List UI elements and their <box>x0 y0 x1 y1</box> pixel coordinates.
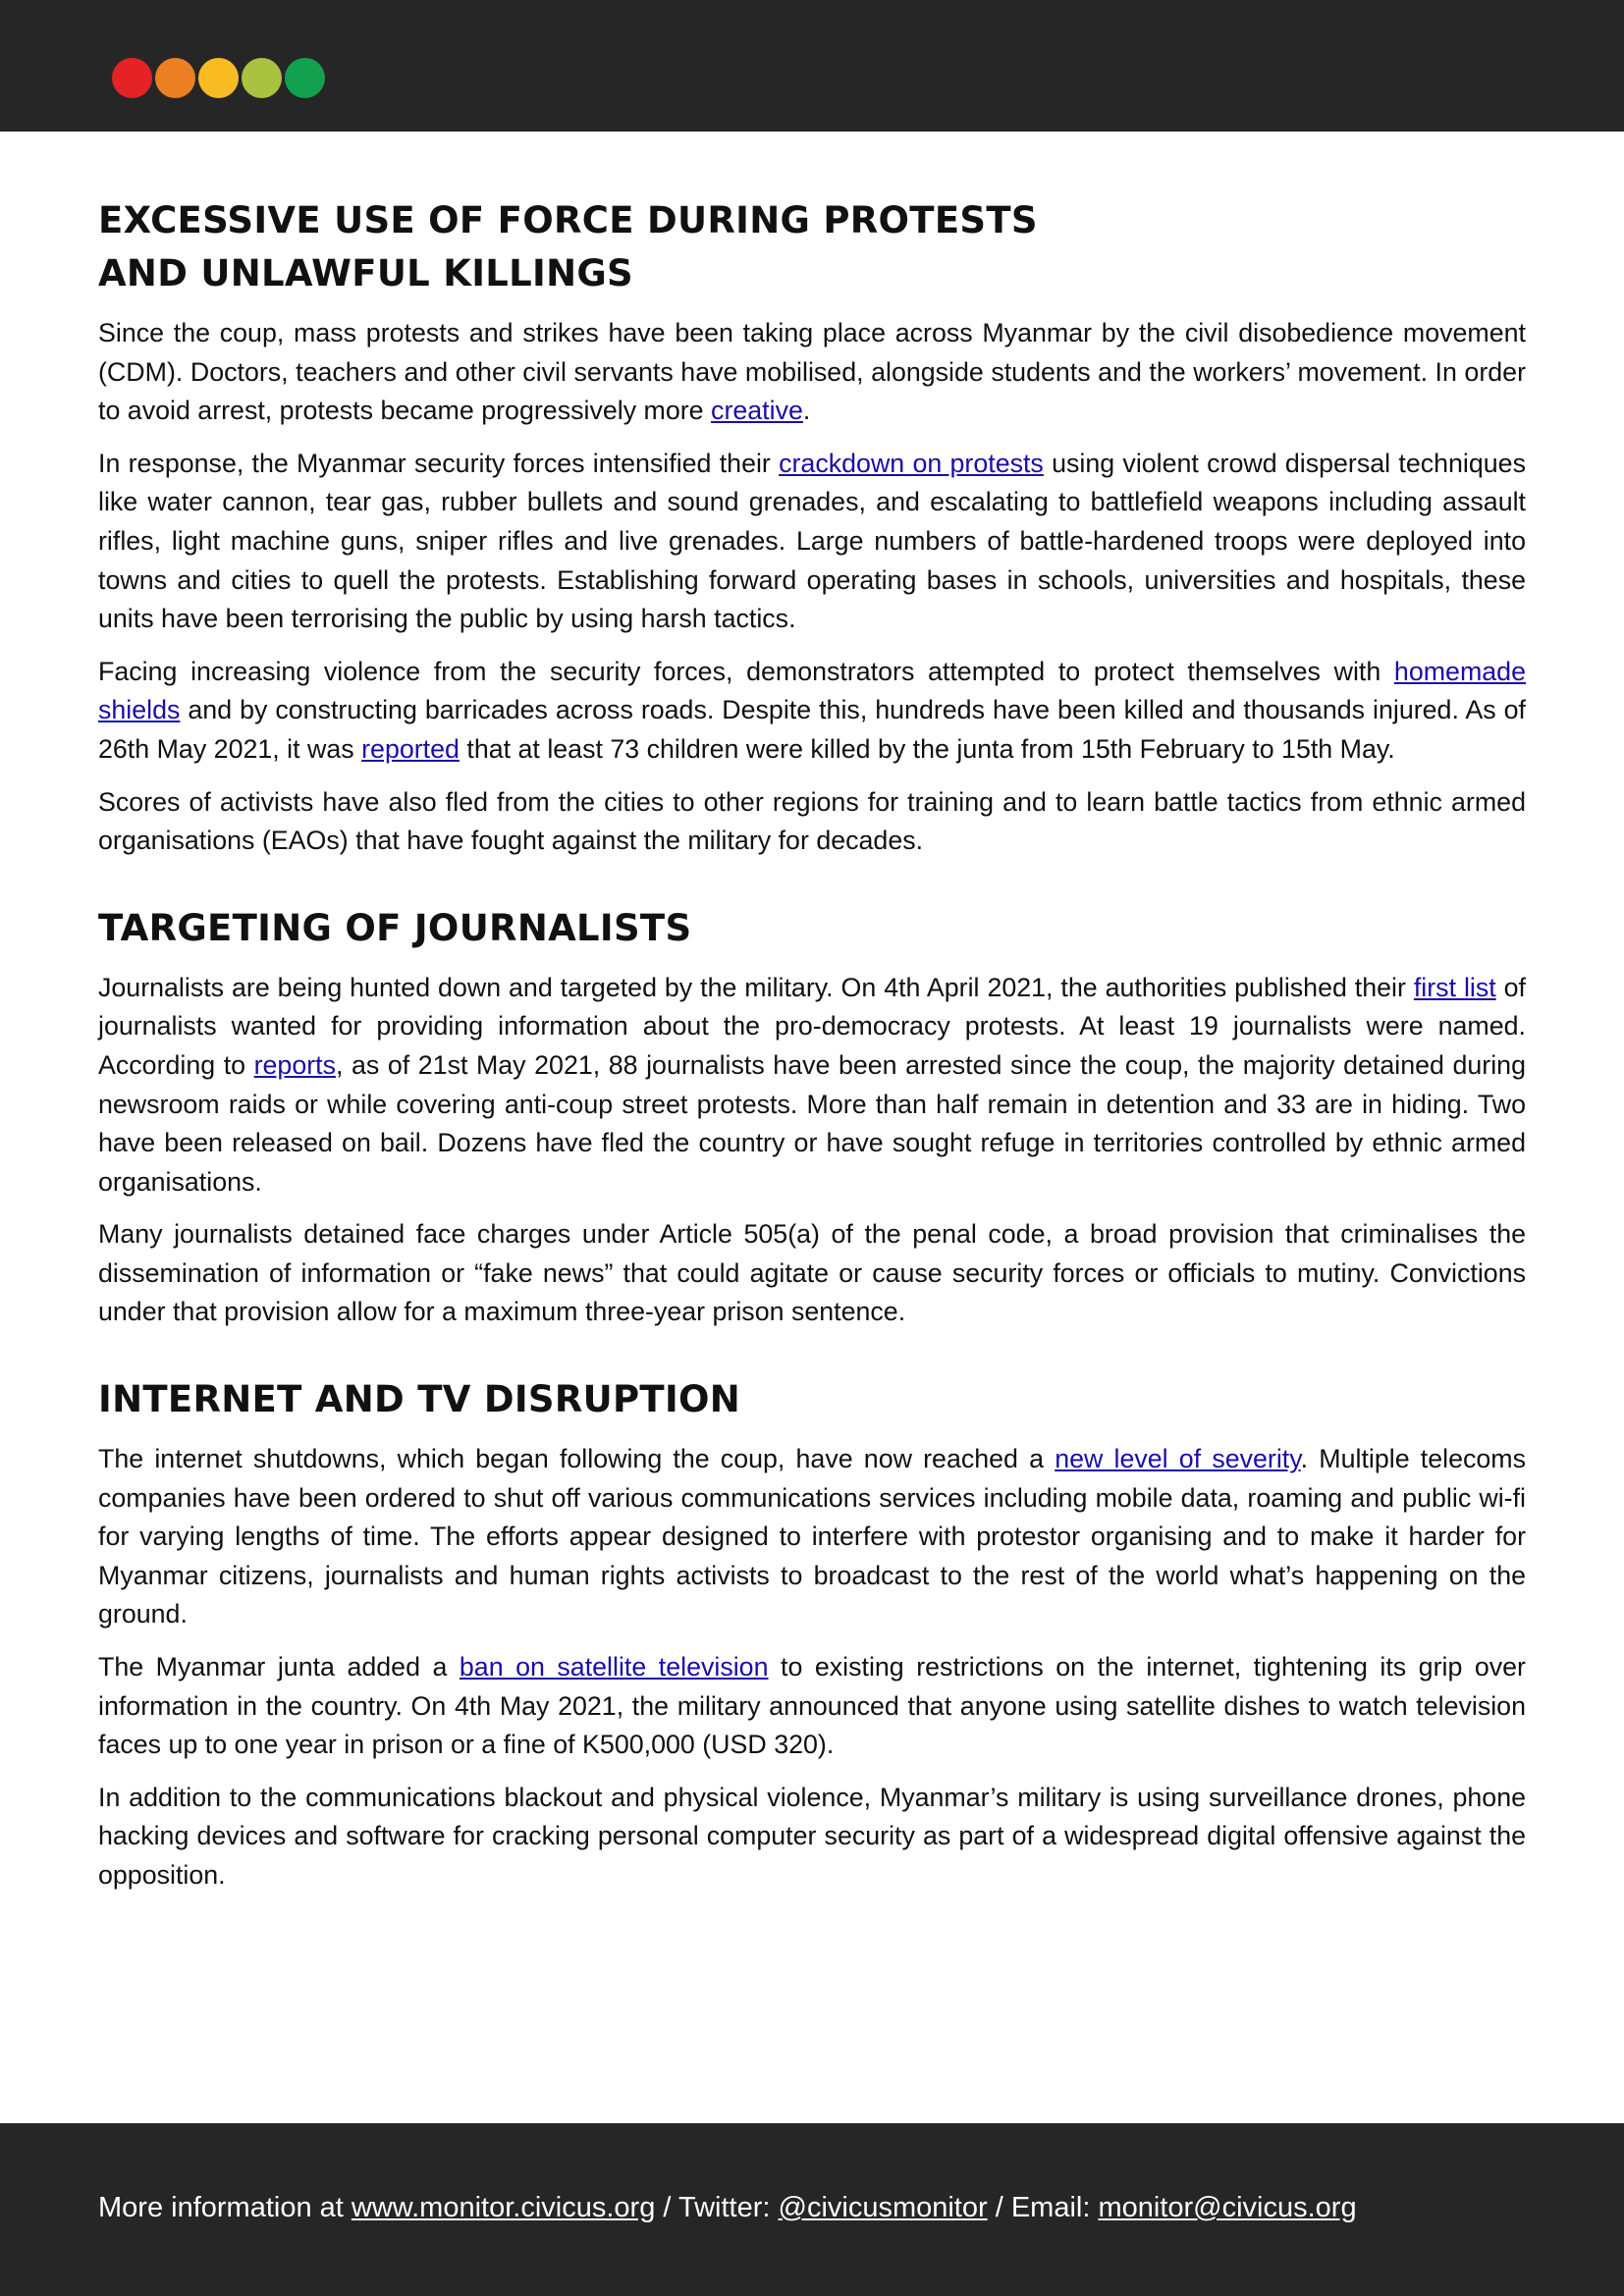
paragraph: Facing increasing violence from the security forces, demonstrators attempted to protect themselves with homemade shields and by constructing barricades across roads. Despite this, hundreds have been killed and thousands injured. As of 26th May 2021, it was reported that at least 73 children were killed by the junta from 15th February to 15th May. <box>98 656 1526 764</box>
paragraph: Many journalists detained face charges under Article 505(a) of the penal code, a broad provision that criminalises the dissemination of information or “fake news” that could agitate or cause security forces or officials to mutiny. Convictions under that provision allow for a maximum three-year prison sentence. <box>98 1219 1526 1327</box>
paragraph: In addition to the communications blackout and physical violence, Myanmar’s military is using surveillance drones, phone hacking devices and software for cracking personal computer security as part of a widespread digital offensive against the opposition. <box>98 1782 1526 1890</box>
link-ban-on-satellite-television[interactable]: ban on satellite television <box>459 1652 769 1682</box>
section-heading-internet: INTERNET AND TV DISRUPTION <box>98 1378 741 1421</box>
website-link[interactable]: www.monitor.civicus.org <box>351 2192 656 2223</box>
section-heading-journalists: TARGETING OF JOURNALISTS <box>98 906 692 949</box>
link-homemade-shields[interactable]: homemade shields <box>98 656 1526 725</box>
yellow-dot-icon <box>198 58 239 98</box>
twitter-link[interactable]: @civicusmonitor <box>778 2192 988 2223</box>
footer-bar <box>0 2123 1624 2296</box>
link-reports[interactable]: reports <box>253 1049 337 1080</box>
paragraph: The Myanmar junta added a ban on satellite television to existing restrictions on the internet, tightening its grip over information in the country. On 4th May 2021, the military announced that anyone using satellite dishes to watch television faces up to one year in prison or a fine of K500,000 (USD 320). <box>98 1652 1526 1760</box>
light-green-dot-icon <box>242 58 282 98</box>
green-dot-icon <box>285 58 325 98</box>
document-body <box>98 194 1526 1896</box>
paragraph: Since the coup, mass protests and strikes have been taking place across Myanmar by the civil disobedience movement (CDM). Doctors, teachers and other civil servants have mobilised, alongside students and the workers’ movement. In order to avoid arrest, protests became progressively more creative. <box>98 318 1526 426</box>
link-new-level-of-severity[interactable]: new level of severity <box>1055 1444 1301 1474</box>
footer-contact: More information at www.monitor.civicus.org / Twitter: @civicusmonitor / Email: monitor@civicus.org <box>98 2192 1357 2223</box>
email-link[interactable]: monitor@civicus.org <box>1098 2192 1357 2223</box>
link-reported[interactable]: reported <box>361 733 460 764</box>
link-creative[interactable]: creative <box>711 396 803 426</box>
paragraph: Scores of activists have also fled from the cities to other regions for training and to learn battle tactics from ethnic armed organisations (EAOs) that have fought against the military for decades. <box>98 786 1526 856</box>
link-first-list[interactable]: first list <box>1413 972 1496 1002</box>
paragraph: In response, the Myanmar security forces intensified their crackdown on protests using violent crowd dispersal techniques like water cannon, tear gas, rubber bullets and sound grenades, and escalating to battlefield weapons including assault rifles, light machine guns, sniper rifles and live grenades. Large numbers of battle-hardened troops were deployed into towns and cities to quell the protests. Establishing forward operating bases in schools, universities and hospitals, these units have been terrorising the public by using harsh tactics. <box>98 448 1526 634</box>
paragraph: Journalists are being hunted down and targeted by the military. On 4th April 2021, the authorities published their first list of journalists wanted for providing information about the pro-democracy protests. At least 19 journalists were named. According to reports, as of 21st May 2021, 88 journalists have been arrested since the coup, the majority detained during newsroom raids or while covering anti-coup street protests. More than half remain in detention and 33 are in hiding. Two have been released on bail. Dozens have fled the country or have sought refuge in territories controlled by ethnic armed organisations. <box>98 972 1526 1197</box>
header-bar <box>0 0 1624 132</box>
red-dot-icon <box>112 58 152 98</box>
link-crackdown-on-protests[interactable]: crackdown on protests <box>779 448 1044 478</box>
section-heading-force: EXCESSIVE USE OF FORCE DURING PROTESTS AND UNLAWFUL KILLINGS <box>98 199 1038 294</box>
paragraph: The internet shutdowns, which began following the coup, have now reached a new level of severity. Multiple telecoms companies have been ordered to shut off various communications services including mobile data, roaming and public wi-fi for varying lengths of time. The efforts appear designed to interfere with protestor organising and to make it harder for Myanmar citizens, journalists and human rights activists to broadcast to the rest of the world what’s happening on the ground. <box>98 1444 1526 1629</box>
orange-dot-icon <box>155 58 195 98</box>
